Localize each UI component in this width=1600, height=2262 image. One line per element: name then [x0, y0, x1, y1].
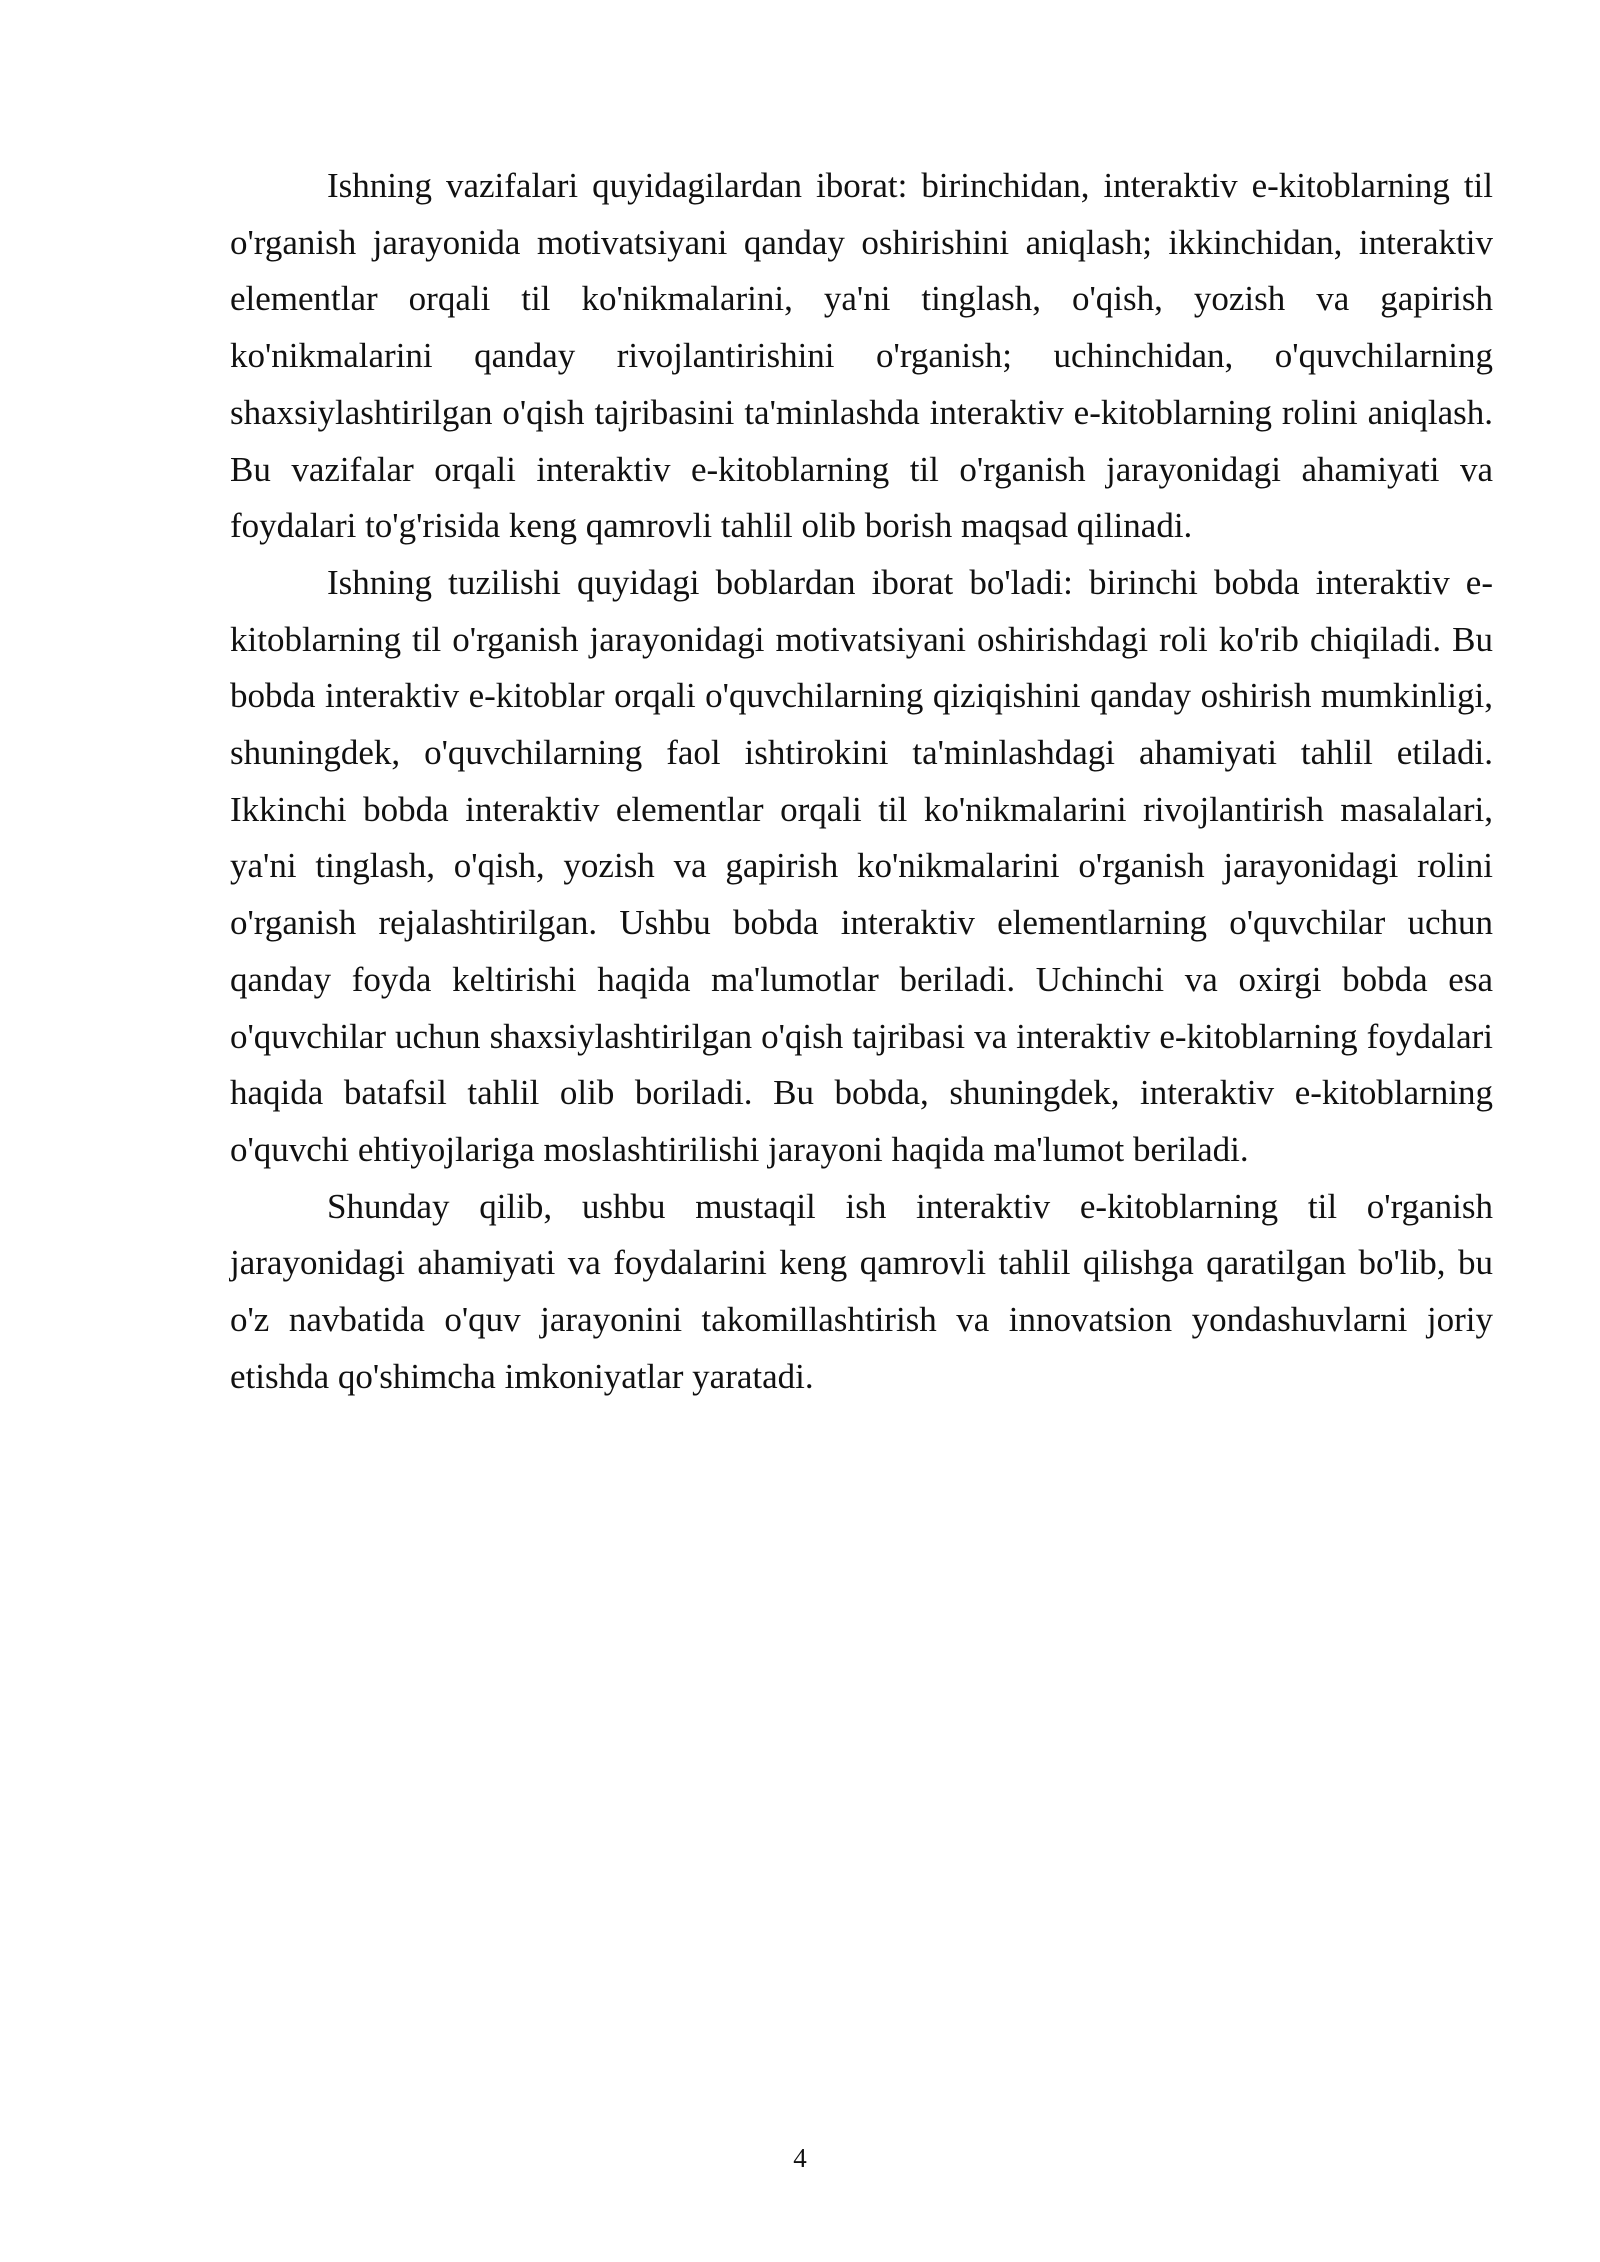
- page-number: 4: [793, 2143, 807, 2173]
- paragraph-conclusion: Shunday qilib, ushbu mustaqil ish interaktiv e-kitoblarning til o'rganish jarayonidagi ahamiyati va foydalarini keng qamrovli tahlil qilishga qaratilgan bo'lib, bu o'z navbatida o'quv jarayonini takomillashtirish va innovatsion yondashuvlarni joriy etishda qo'shimcha imkoniyatlar yaratadi.: [230, 1186, 1493, 1396]
- body-text: [230, 158, 1493, 1405]
- paragraph-tasks: Ishning vazifalari quyidagilardan iborat: birinchidan, interaktiv e-kitoblarning til o'rganish jarayonida motivatsiyani qanday oshirishini aniqlash; ikkinchidan, interaktiv elementlar orqali til ko'nikmalarini, ya'ni tinglash, o'qish, yozish va gapirish ko'nikmalarini qanday rivojlantirishini o'rganish; uchinchidan, o'quvchilarning shaxsiylashtirilgan o'qish tajribasini ta'minlashda interaktiv e-kitoblarning rolini aniqlash. Bu vazifalar orqali interaktiv e-kitoblarning til o'rganish jarayonidagi ahamiyati va foydalari to'g'risida keng qamrovli tahlil olib borish maqsad qilinadi.: [230, 166, 1493, 546]
- paragraph-structure: Ishning tuzilishi quyidagi boblardan iborat bo'ladi: birinchi bobda interaktiv e-kitoblarning til o'rganish jarayonidagi motivatsiyani oshirishdagi roli ko'rib chiqiladi. Bu bobda interaktiv e-kitoblar orqali o'quvchilarning qiziqishini qanday oshirish mumkinligi, shuningdek, o'quvchilarning faol ishtirokini ta'minlashdagi ahamiyati tahlil etiladi. Ikkinchi bobda interaktiv elementlar orqali til ko'nikmalarini rivojlantirish masalalari, ya'ni tinglash, o'qish, yozish va gapirish ko'nikmalarini o'rganish jarayonidagi rolini o'rganish rejalashtirilgan. Ushbu bobda interaktiv elementlarning o'quvchilar uchun qanday foyda keltirishi haqida ma'lumotlar beriladi. Uchinchi va oxirgi bobda esa o'quvchilar uchun shaxsiylashtirilgan o'qish tajribasi va interaktiv e-kitoblarning foydalari haqida batafsil tahlil olib boriladi. Bu bobda, shuningdek, interaktiv e-kitoblarning o'quvchi ehtiyojlariga moslashtirilishi jarayoni haqida ma'lumot beriladi.: [230, 562, 1493, 1169]
